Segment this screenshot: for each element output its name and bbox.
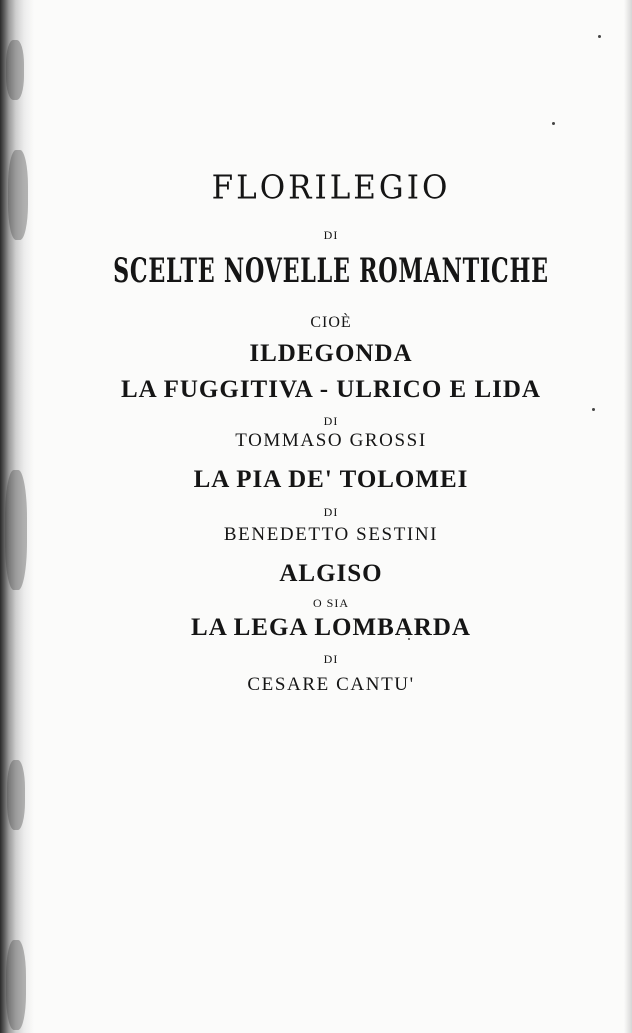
work-title-algiso: ALGISO [279,560,383,587]
author-name-sestini: BENEDETTO SESTINI [223,524,439,545]
ink-speck [592,408,595,411]
preposition-di: DI [323,228,339,242]
spine-stain [8,150,28,240]
spine-stain [5,470,27,590]
spine-stain [7,760,25,830]
spine-stain [6,940,26,1030]
work-title-pia: LA PIA DE' TOLOMEI [193,466,469,493]
author-name-cantu: CESARE CANTU' [247,674,415,695]
spine-stain [6,40,24,100]
work-title-lega-lombarda: LA LEGA LOMBARDA [191,614,471,641]
preposition-di: DI [323,505,339,519]
preposition-di: DI [323,652,339,666]
ink-speck [552,122,555,125]
book-title: FLORILEGIO [211,169,451,207]
preposition-di: DI [323,414,339,428]
phrase-o-sia: O SIA [312,596,349,610]
word-cioe: CIOÈ [310,314,352,331]
ink-speck [598,35,601,38]
work-title-ildegonda: ILDEGONDA [249,340,413,367]
work-title-fuggitiva: LA FUGGITIVA - ULRICO E LIDA [121,376,541,403]
book-subtitle: SCELTE NOVELLE ROMANTICHE [113,251,549,292]
author-name-grossi: TOMMASO GROSSI [235,430,427,451]
